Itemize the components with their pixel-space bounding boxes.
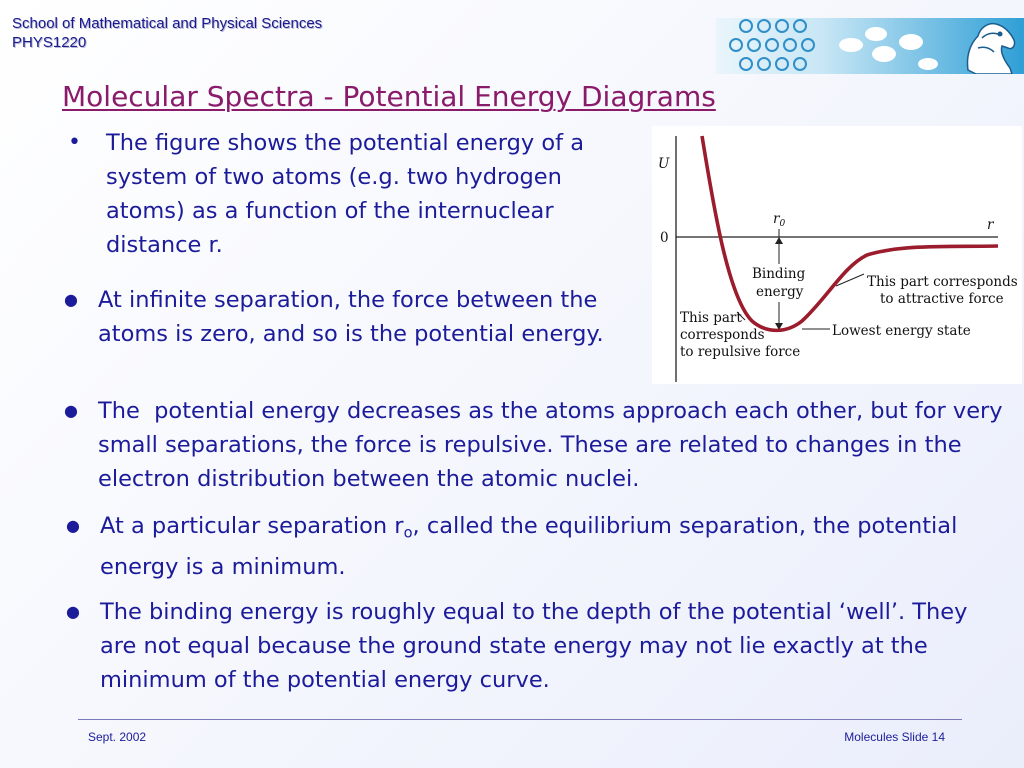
bullet-item	[66, 595, 1000, 697]
bullet-item	[64, 394, 1010, 496]
attractive-label-1: This part corresponds	[867, 274, 1018, 290]
bullet-text: The binding energy is roughly equal to the depth of the potential ‘well’. They are not equal because the ground state energy may not lie exactly at the minimum of the potential energy curve.	[100, 599, 968, 693]
repulsive-label-2: corresponds	[680, 327, 765, 343]
school-name: School of Mathematical and Physical Sciences	[12, 15, 323, 32]
binding-label-2: energy	[756, 284, 804, 300]
potential-energy-diagram	[652, 126, 1022, 384]
bullet-text: The potential energy decreases as the atoms approach each other, but for very small separations, the force is repulsive. These are related to changes in the electron distribution between the atomic nuclei.	[98, 398, 1010, 492]
bullet-marker: ●	[64, 401, 78, 420]
repulsive-label-3: to repulsive force	[680, 344, 801, 360]
binding-label-1: Binding	[752, 266, 806, 282]
footer-divider	[78, 719, 962, 720]
bullet-text-part: , called the equilibrium separation, the potential energy is a minimum.	[100, 513, 958, 581]
bullet-item	[64, 283, 638, 351]
zero-label: 0	[660, 230, 669, 246]
repulsive-label-1: This part	[680, 310, 742, 326]
bullet-text: At infinite separation, the force between the atoms is zero, and so is the potential energy.	[98, 287, 604, 347]
slide-title: Molecular Spectra - Potential Energy Diagrams	[62, 80, 716, 113]
bullet-marker: •	[68, 130, 81, 155]
bullet-item	[66, 509, 1000, 584]
bullet-text-part: At a particular separation r	[100, 513, 404, 539]
y-axis-label: U	[658, 156, 670, 172]
bullet-text	[100, 513, 957, 580]
bullet-marker: ●	[66, 516, 80, 535]
bullet-item	[68, 126, 646, 262]
school-header	[12, 14, 322, 52]
lowest-label: Lowest energy state	[832, 323, 971, 339]
attractive-label-2: to attractive force	[880, 291, 1004, 307]
r0-subscript: o	[403, 524, 413, 542]
x-axis-label: r	[987, 217, 994, 233]
footer-slide-number: Molecules Slide 14	[844, 730, 945, 744]
r0-label: $r_0$	[773, 211, 786, 229]
footer-date: Sept. 2002	[88, 730, 147, 744]
potential-energy-figure	[652, 126, 1022, 384]
bullet-text: The figure shows the potential energy of a system of two atoms (e.g. two hydrogen atoms) as a function of the internuclear distance r.	[106, 130, 584, 258]
arrow-head-up	[775, 237, 783, 244]
university-logo	[716, 18, 1024, 74]
course-code: PHYS1220	[12, 34, 87, 51]
bullet-marker: ●	[66, 602, 80, 621]
bullet-marker: ●	[64, 290, 78, 309]
